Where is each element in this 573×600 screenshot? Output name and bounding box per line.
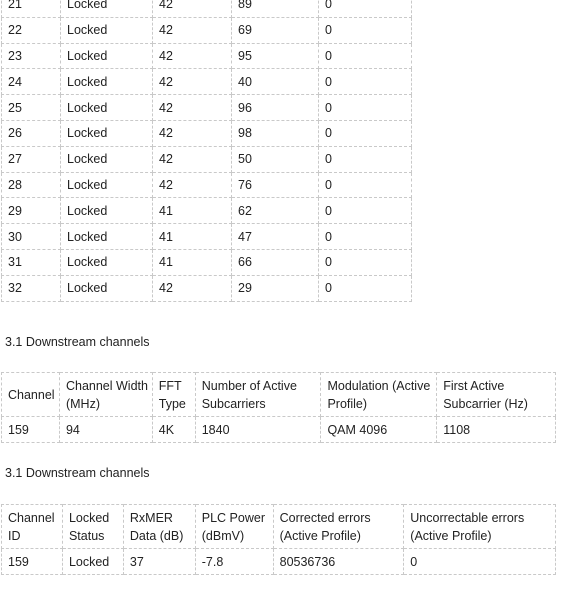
ofdm-status-table xyxy=(1,504,556,575)
table-cell: 159 xyxy=(2,549,63,575)
table-cell: Locked xyxy=(61,172,153,198)
table-cell: 0 xyxy=(319,95,412,121)
table-cell: 41 xyxy=(153,224,232,250)
table-cell: 1108 xyxy=(437,417,556,443)
table-cell: 23 xyxy=(2,43,61,69)
table-cell: 24 xyxy=(2,69,61,95)
table-cell: 0 xyxy=(319,198,412,224)
table-cell: 42 xyxy=(153,0,232,17)
table-cell: Locked xyxy=(61,69,153,95)
table-cell: 42 xyxy=(153,275,232,301)
table-cell: 1840 xyxy=(195,417,321,443)
column-header: Modulation (Active Profile) xyxy=(321,373,437,417)
table-cell: 96 xyxy=(232,95,319,121)
ofdm-table-header-row xyxy=(2,373,556,417)
table-row xyxy=(2,43,412,69)
table-cell: 47 xyxy=(232,224,319,250)
column-header: Corrected errors (Active Profile) xyxy=(273,505,404,549)
table-row xyxy=(2,69,412,95)
table-cell: 40 xyxy=(232,69,319,95)
table-cell: 31 xyxy=(2,249,61,275)
table-cell: 42 xyxy=(153,43,232,69)
table-cell: 94 xyxy=(59,417,152,443)
table-cell: 66 xyxy=(232,249,319,275)
table-cell: Locked xyxy=(61,198,153,224)
table-cell: 95 xyxy=(232,43,319,69)
table-cell: 0 xyxy=(319,172,412,198)
table-cell: 29 xyxy=(232,275,319,301)
column-header: Number of Active Subcarriers xyxy=(195,373,321,417)
column-header: First Active Subcarrier (Hz) xyxy=(437,373,556,417)
table-cell: 0 xyxy=(319,224,412,250)
table-cell: Locked xyxy=(61,43,153,69)
table-cell: 80536736 xyxy=(273,549,404,575)
table-cell: 32 xyxy=(2,275,61,301)
table-row xyxy=(2,172,412,198)
table-cell: 41 xyxy=(153,249,232,275)
table-cell: 41 xyxy=(153,198,232,224)
column-header: Channel Width (MHz) xyxy=(59,373,152,417)
column-header: FFT Type xyxy=(152,373,195,417)
table-row xyxy=(2,120,412,146)
table-cell: 37 xyxy=(123,549,195,575)
table-cell: 76 xyxy=(232,172,319,198)
table-cell: 0 xyxy=(319,69,412,95)
table-cell: Locked xyxy=(61,249,153,275)
ofdm-channels-table xyxy=(1,372,556,443)
table-cell: 30 xyxy=(2,224,61,250)
table-row xyxy=(2,275,412,301)
table-cell: 28 xyxy=(2,172,61,198)
table-row xyxy=(2,549,556,575)
table-cell: 42 xyxy=(153,95,232,121)
table-cell: 159 xyxy=(2,417,60,443)
downstream-channels-table xyxy=(1,0,412,302)
table-cell: 0 xyxy=(319,43,412,69)
ofdm-status-table-body xyxy=(2,549,556,575)
table-cell: 50 xyxy=(232,146,319,172)
table-cell: 0 xyxy=(319,17,412,43)
table-cell: Locked xyxy=(61,224,153,250)
table-cell: 62 xyxy=(232,198,319,224)
table-cell: Locked xyxy=(61,120,153,146)
downstream-channels-table-body xyxy=(2,0,412,301)
column-header: RxMER Data (dB) xyxy=(123,505,195,549)
table-cell: 69 xyxy=(232,17,319,43)
table-cell: 42 xyxy=(153,69,232,95)
table-cell: 4K xyxy=(152,417,195,443)
table-row xyxy=(2,17,412,43)
table-cell: 42 xyxy=(153,172,232,198)
table-cell: 0 xyxy=(319,249,412,275)
table-row xyxy=(2,146,412,172)
table-cell: Locked xyxy=(61,17,153,43)
table-cell: 42 xyxy=(153,146,232,172)
ofdm-status-section-title: 3.1 Downstream channels xyxy=(5,466,150,480)
table-cell: 21 xyxy=(2,0,61,17)
table-cell: 27 xyxy=(2,146,61,172)
table-cell: 0 xyxy=(404,549,556,575)
table-cell: 26 xyxy=(2,120,61,146)
table-row xyxy=(2,0,412,17)
table-cell: -7.8 xyxy=(195,549,273,575)
column-header: Locked Status xyxy=(62,505,123,549)
table-row xyxy=(2,417,556,443)
column-header: PLC Power (dBmV) xyxy=(195,505,273,549)
table-cell: 25 xyxy=(2,95,61,121)
table-cell: 42 xyxy=(153,17,232,43)
table-cell: 0 xyxy=(319,146,412,172)
column-header: Channel ID xyxy=(2,505,63,549)
table-cell: Locked xyxy=(61,275,153,301)
table-row xyxy=(2,249,412,275)
column-header: Uncorrectable errors (Active Profile) xyxy=(404,505,556,549)
ofdm-section-title: 3.1 Downstream channels xyxy=(5,335,150,349)
table-cell: 22 xyxy=(2,17,61,43)
table-cell: 98 xyxy=(232,120,319,146)
table-row xyxy=(2,224,412,250)
table-cell: QAM 4096 xyxy=(321,417,437,443)
table-cell: Locked xyxy=(61,0,153,17)
table-row xyxy=(2,95,412,121)
table-cell: Locked xyxy=(61,146,153,172)
table-cell: 0 xyxy=(319,275,412,301)
table-cell: 29 xyxy=(2,198,61,224)
table-row xyxy=(2,198,412,224)
ofdm-table-body xyxy=(2,417,556,443)
table-cell: 0 xyxy=(319,120,412,146)
ofdm-status-table-header-row xyxy=(2,505,556,549)
table-cell: Locked xyxy=(62,549,123,575)
table-cell: Locked xyxy=(61,95,153,121)
table-cell: 42 xyxy=(153,120,232,146)
table-cell: 89 xyxy=(232,0,319,17)
column-header: Channel xyxy=(2,373,60,417)
table-cell: 0 xyxy=(319,0,412,17)
